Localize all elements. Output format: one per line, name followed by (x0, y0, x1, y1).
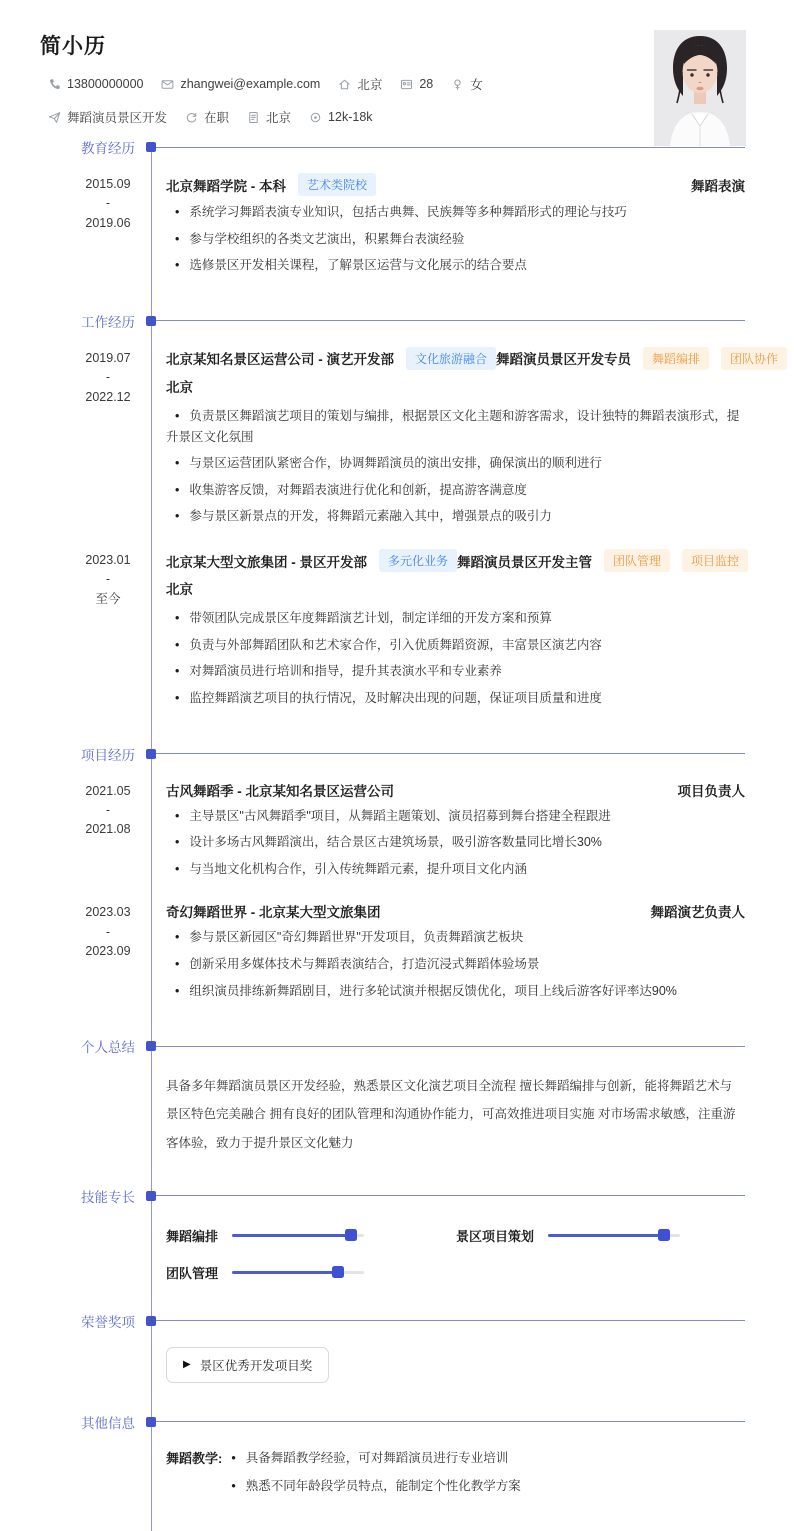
timeline-node (146, 142, 156, 152)
project-name: 古风舞蹈季 - 北京某知名景区运营公司 (166, 783, 394, 799)
phone-value: 13800000000 (67, 77, 144, 91)
skill-slider-handle[interactable] (658, 1229, 670, 1241)
email-value: zhangwei@example.com (180, 77, 321, 91)
bullet-item: • 创新采用多媒体技术与舞蹈表演结合，打造沉浸式舞蹈体验场景 (166, 954, 745, 975)
skill-slider[interactable] (232, 1271, 364, 1274)
bullet-item: • 参与学校组织的各类文艺演出，积累舞台表演经验 (166, 229, 745, 250)
timeline-node (146, 1041, 156, 1051)
skill-slider-fill (548, 1234, 664, 1237)
project-role: 项目负责人 (677, 783, 745, 799)
project-entry (0, 780, 794, 886)
section-rule-line (156, 1421, 745, 1422)
section-skills (0, 1183, 794, 1282)
section-rule-line (156, 753, 745, 754)
skill-label: 景区项目策划 (456, 1228, 535, 1244)
work-city-value: 北京 (266, 111, 292, 125)
bullet-item: • 负责景区舞蹈演艺项目的策划与编排，根据景区文化主题和游客需求，设计独特的舞蹈表演形式，提升景区文化氛围 (166, 406, 745, 447)
timeline-node (146, 1191, 156, 1201)
bullet-item: • 系统学习舞蹈表演专业知识，包括古典舞、民族舞等多种舞蹈形式的理论与技巧 (166, 202, 745, 223)
work-entry (0, 347, 794, 533)
bullet-item: • 监控舞蹈演艺项目的执行情况，及时解决出现的问题，保证项目质量和进度 (166, 688, 745, 709)
section-header (0, 1308, 794, 1334)
education-entry (0, 173, 794, 282)
home-city-value: 北京 (357, 78, 383, 92)
skill-slider[interactable] (232, 1234, 364, 1237)
section-title: 工作经历 (81, 314, 135, 330)
other-bullets (222, 1448, 745, 1505)
gender-value: 女 (470, 78, 483, 92)
major-name: 舞蹈表演 (691, 178, 745, 194)
bullet-item: • 熟悉不同年龄段学员特点，能制定个性化教学方案 (222, 1476, 745, 1497)
mail-icon (161, 78, 174, 91)
school-name: 北京舞蹈学院 - 本科 (166, 178, 286, 194)
skill-label: 团队管理 (166, 1265, 219, 1281)
bullet-item: • 带领团队完成景区年度舞蹈演艺计划，制定详细的开发方案和预算 (166, 608, 745, 629)
bullet-item: • 对舞蹈演员进行培训和指导，提升其表演水平和专业素养 (166, 661, 745, 682)
company-tag: 文化旅游融合 (406, 347, 496, 370)
status-item (185, 108, 229, 126)
play-icon: ▶ (183, 1358, 191, 1370)
honor-chip[interactable] (166, 1347, 329, 1383)
entry-period: 2021.05 - 2021.08 (85, 783, 131, 837)
summary-entry (0, 1072, 794, 1156)
position-icon (48, 111, 61, 124)
status-icon (185, 111, 198, 124)
phone-item (48, 77, 143, 91)
section-honors (0, 1308, 794, 1383)
section-header (0, 1033, 794, 1059)
position-value: 舞蹈演员景区开发 (67, 111, 168, 125)
bullet-item: • 主导景区"古风舞蹈季"项目，从舞蹈主题策划、演员招募到舞台搭建全程跟进 (166, 806, 745, 827)
entry-period: 2015.09 - 2019.06 (85, 177, 131, 230)
salary-value: 12k-18k (328, 110, 373, 124)
gender-icon (451, 78, 464, 91)
work-city-item (247, 108, 291, 126)
skill-slider[interactable] (548, 1234, 680, 1237)
work-location: 北京 (166, 582, 193, 597)
section-summary (0, 1033, 794, 1156)
other-entry (0, 1448, 794, 1505)
timeline-node (146, 749, 156, 759)
timeline-node (146, 316, 156, 326)
work-bullets (166, 406, 745, 527)
bullet-item: • 负责与外部舞蹈团队和艺术家合作，引入优质舞蹈资源，丰富景区演艺内容 (166, 635, 745, 656)
section-title: 教育经历 (81, 141, 135, 156)
project-entry (0, 901, 794, 1007)
company-name: 北京某知名景区运营公司 - 演艺开发部 (166, 352, 394, 368)
skill-item (166, 1263, 456, 1282)
role-tag: 团队管理 (604, 549, 670, 572)
timeline-node (146, 1417, 156, 1427)
age-icon (400, 78, 413, 91)
age-item (400, 77, 433, 91)
skill-slider-fill (232, 1271, 338, 1274)
skill-label: 舞蹈编排 (166, 1228, 219, 1244)
other-label: 舞蹈教学: (166, 1450, 223, 1466)
contact-row-2 (40, 108, 746, 126)
role-tag: 舞蹈编排 (643, 347, 709, 370)
bullet-item: • 具备舞蹈教学经验，可对舞蹈演员进行专业培训 (222, 1448, 745, 1469)
role-tag: 项目监控 (682, 549, 748, 572)
section-title: 其他信息 (81, 1415, 135, 1431)
school-type-tag: 艺术类院校 (298, 173, 376, 196)
bullet-item: • 组织演员排练新舞蹈剧目，进行多轮试演并根据反馈优化，项目上线后游客好评率达90% (166, 981, 745, 1002)
section-education (0, 134, 794, 282)
project-bullets (166, 927, 745, 1001)
salary-icon (309, 111, 322, 124)
bullet-item: • 选修景区开发相关课程，了解景区运营与文化展示的结合要点 (166, 255, 745, 276)
company-name: 北京某大型文旅集团 - 景区开发部 (166, 554, 367, 570)
candidate-name: 简小历 (40, 35, 106, 58)
work-bullets (166, 608, 745, 709)
resume-body (0, 134, 794, 1531)
entry-period: 2023.01 - 至今 (85, 553, 131, 606)
section-header (0, 741, 794, 767)
honors-entry (0, 1347, 794, 1383)
project-role: 舞蹈演艺负责人 (650, 905, 745, 921)
honor-label: 景区优秀开发项目奖 (199, 1358, 313, 1373)
resume-header (0, 0, 794, 134)
bullet-item: • 收集游客反馈，对舞蹈表演进行优化和创新，提高游客满意度 (166, 480, 745, 501)
skills-grid (166, 1222, 745, 1282)
section-rule-line (156, 1046, 745, 1047)
section-header (0, 134, 794, 160)
position-item (48, 108, 167, 126)
skill-slider-handle[interactable] (332, 1266, 344, 1278)
section-projects (0, 741, 794, 1008)
portrait-illustration (654, 30, 746, 146)
work-location: 北京 (166, 379, 193, 395)
bullet-item: • 参与景区新景点的开发，将舞蹈元素融入其中，增强景点的吸引力 (166, 506, 745, 527)
summary-text: 具备多年舞蹈演员景区开发经验，熟悉景区文化演艺项目全流程 擅长舞蹈编排与创新，能将舞蹈艺术与景区特色完美融合 拥有良好的团队管理和沟通协作能力，可高效推进项目实施 对市场需求敏感，注重游客体验，致力于提升景区文化魅力 (166, 1079, 736, 1150)
role-tag: 团队协作 (721, 347, 787, 370)
entry-period: 2023.03 - 2023.09 (85, 905, 131, 959)
home-city-item (338, 75, 382, 93)
section-rule-line (156, 1195, 745, 1196)
section-other (0, 1409, 794, 1505)
company-tag: 多元化业务 (379, 549, 457, 572)
contact-row-1 (40, 75, 746, 93)
salary-item (309, 110, 372, 124)
section-title: 项目经历 (81, 747, 135, 763)
section-rule-line (156, 1320, 745, 1321)
section-header (0, 1409, 794, 1435)
work-entry (0, 549, 794, 715)
section-rule-line (156, 147, 745, 148)
skill-item (456, 1226, 745, 1245)
bullet-item: • 设计多场古风舞蹈演出，结合景区古建筑场景，吸引游客数量同比增长30% (166, 832, 745, 853)
role-name: 舞蹈演员景区开发专员 (496, 352, 632, 368)
project-bullets (166, 806, 745, 880)
timeline-node (146, 1316, 156, 1326)
skill-slider-fill (232, 1234, 351, 1237)
skill-slider-handle[interactable] (345, 1229, 357, 1241)
role-name: 舞蹈演员景区开发主管 (457, 554, 593, 570)
section-work (0, 308, 794, 715)
section-header (0, 1183, 794, 1209)
bullet-item: • 与景区运营团队紧密合作，协调舞蹈演员的演出安排，确保演出的顺利进行 (166, 453, 745, 474)
education-bullets (166, 202, 745, 276)
phone-icon (48, 78, 61, 91)
profile-photo (654, 30, 746, 146)
gender-item (451, 75, 483, 93)
city-icon (247, 111, 260, 124)
status-value: 在职 (204, 111, 230, 125)
bullet-item: • 参与景区新园区"奇幻舞蹈世界"开发项目，负责舞蹈演艺板块 (166, 927, 745, 948)
section-title: 荣誉奖项 (81, 1314, 135, 1330)
home-icon (338, 78, 351, 91)
age-value: 28 (419, 77, 434, 91)
section-title: 技能专长 (81, 1189, 135, 1205)
section-header (0, 308, 794, 334)
bullet-item: • 与当地文化机构合作，引入传统舞蹈元素，提升项目文化内涵 (166, 859, 745, 880)
entry-period: 2019.07 - 2022.12 (85, 350, 131, 404)
email-item (161, 77, 320, 91)
project-name: 奇幻舞蹈世界 - 北京某大型文旅集团 (166, 905, 381, 921)
skill-item (166, 1226, 456, 1245)
section-title: 个人总结 (81, 1040, 135, 1056)
skills-entry (0, 1222, 794, 1282)
section-rule-line (156, 320, 745, 321)
